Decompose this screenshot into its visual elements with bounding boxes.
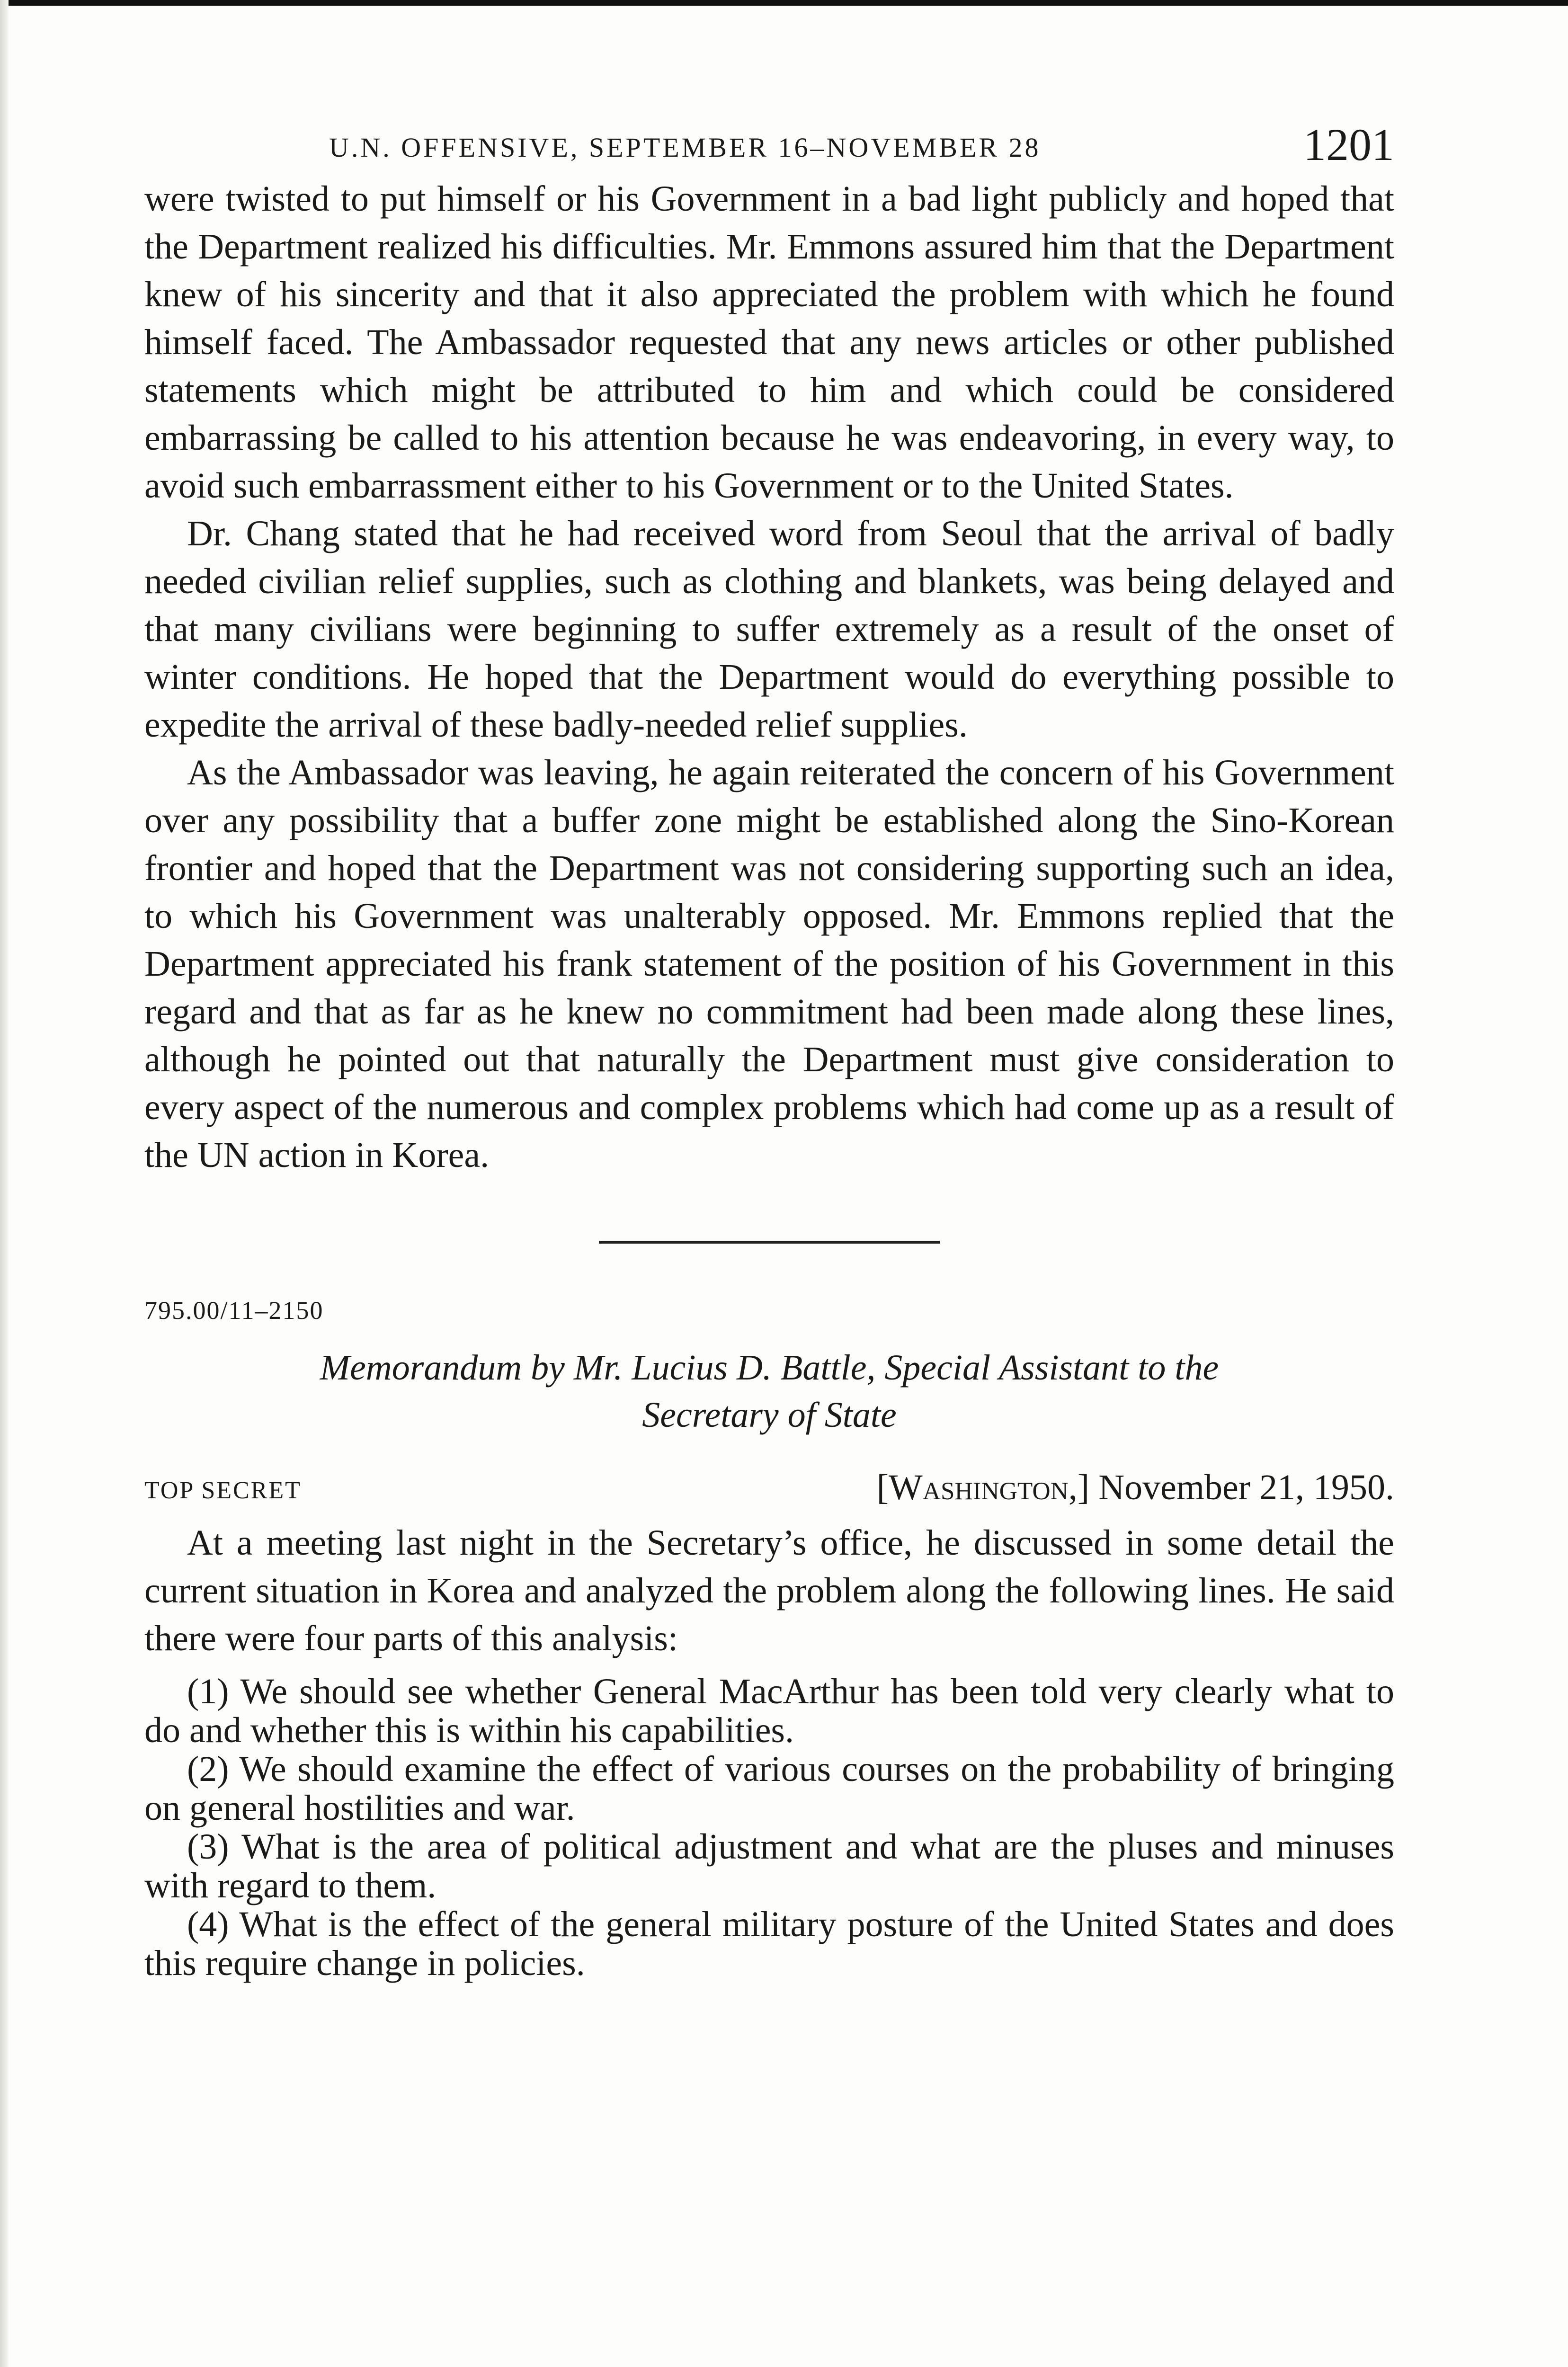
running-head [144, 118, 1394, 175]
top-edge-rule [0, 0, 1568, 6]
section-divider [599, 1241, 940, 1244]
memorandum-section [144, 1296, 1394, 1983]
classification-marking: TOP SECRET [144, 1477, 302, 1504]
file-number: 795.00/11–2150 [144, 1296, 324, 1325]
analysis-points-list [144, 1672, 1394, 1983]
memo-title [144, 1344, 1394, 1439]
page-number: 1201 [1303, 119, 1394, 170]
document-page [144, 118, 1394, 1983]
list-item: (3) What is the area of political adjustment and what are the pluses and minuses with regard to them. [144, 1827, 1394, 1905]
dateline-date: November 21, 1950. [1098, 1468, 1394, 1507]
memo-title-line-2: Secretary of State [642, 1395, 897, 1435]
list-item: (2) We should examine the effect of various courses on the probability of bringing on general hostilities and war. [144, 1749, 1394, 1828]
continued-section [144, 175, 1394, 1179]
memo-title-line-1: Memorandum by Mr. Lucius D. Battle, Special Assistant to the [320, 1348, 1219, 1388]
classification-dateline-row [144, 1467, 1394, 1519]
dateline-open-bracket: [ [876, 1468, 889, 1507]
dateline-place: Washington [888, 1468, 1069, 1507]
page-left-edge [0, 0, 9, 2367]
list-item: (4) What is the effect of the general military posture of the United States and does this require change in policies. [144, 1904, 1394, 1983]
list-item: (1) We should see whether General MacArthur has been told very clearly what to do and whether this is within his capabilities. [144, 1672, 1394, 1750]
paragraph-continued: were twisted to put himself or his Government in a bad light publicly and hoped that the Department realized his difficulties. Mr. Emmons assured him that the Department knew of his sincerity and that it also appreciated the problem with which he found himself faced. The Ambassador requested that any news articles or other published statements which might be attributed to him and which could be considered embarrassing be called to his attention because he was endeavoring, in every way, to avoid such embarrassment either to his Government or to the United States. [144, 179, 1394, 506]
paragraph-relief-supplies: Dr. Chang stated that he had received word from Seoul that the arrival of badly needed civilian relief supplies, such as clothing and blankets, was being delayed and that many civilians were beginning to suffer extremely as a result of the onset of winter conditions. He hoped that the Department would do everything possible to expedite the arrival of these badly-needed relief supplies. [144, 514, 1394, 745]
paragraph-buffer-zone: As the Ambassador was leaving, he again reiterated the concern of his Government over any possibility that a buffer zone might be established along the Sino-Korean frontier and hoped that the Department was not considering supporting such an idea, to which his Government was unalterably opposed. Mr. Emmons replied that the Department appreciated his frank statement of the position of his Government in this regard and that as far as he knew no commitment had been made along these lines, although he pointed out that naturally the Department must give consideration to every aspect of the numerous and complex problems which had come up as a result of the UN action in Korea. [144, 753, 1394, 1175]
dateline-close-bracket: ,] [1068, 1468, 1090, 1507]
memo-intro-paragraph: At a meeting last night in the Secretary’s office, he discussed in some detail the current situation in Korea and analyzed the problem along the following lines. He said there were four parts of this analysis: [144, 1523, 1394, 1658]
running-head-title: U.N. OFFENSIVE, SEPTEMBER 16–NOVEMBER 28 [329, 132, 1041, 163]
dateline [877, 1467, 1394, 1508]
